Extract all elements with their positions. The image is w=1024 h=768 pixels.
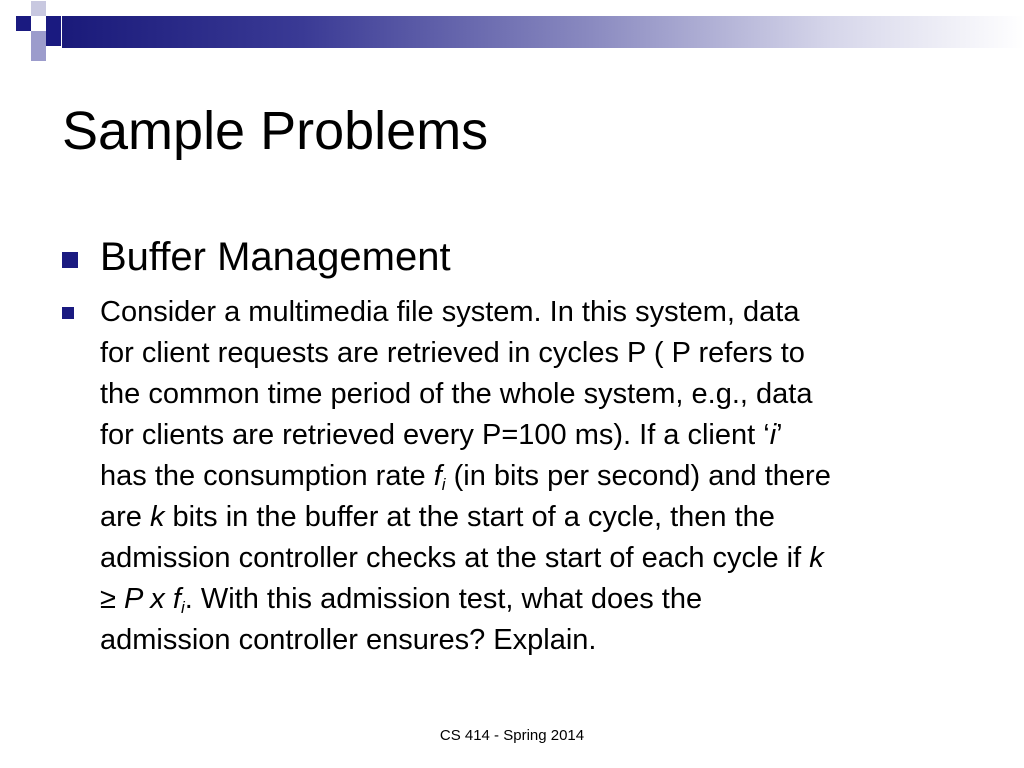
expression-p-x-f: P x f xyxy=(123,583,181,615)
variable-k: k xyxy=(149,501,165,533)
paragraph-line: has the consumption rate $f_i$ (in bits per second) and there xyxy=(100,460,831,494)
decor-square xyxy=(46,31,61,46)
variable-i: i xyxy=(769,419,777,451)
bullet-item xyxy=(62,232,451,282)
decor-square xyxy=(31,31,46,46)
bullet-heading: Buffer Management xyxy=(100,235,451,279)
decor-square xyxy=(16,16,31,31)
paragraph-line: for client requests are retrieved in cycles P ( P refers to xyxy=(100,337,805,369)
header-decoration xyxy=(0,0,1024,62)
problem-statement xyxy=(100,292,980,661)
paragraph-line: admission controller ensures? Explain. xyxy=(100,624,597,656)
variable-f: f xyxy=(433,460,442,492)
paragraph-line: Consider a multimedia file system. In this system, data xyxy=(100,296,800,328)
subscript-i: i xyxy=(180,598,185,617)
paragraph-line: are k bits in the buffer at the start of a cycle, then the xyxy=(100,501,775,533)
paragraph-line: for clients are retrieved every P=100 ms). If a client ‘i’ xyxy=(100,419,783,451)
square-bullet-icon xyxy=(62,252,78,268)
paragraph-line: the common time period of the whole system, e.g., data xyxy=(100,378,813,410)
variable-k: k xyxy=(809,542,824,574)
paragraph-line: ≥ P x $f_i$. With this admission test, what does the xyxy=(100,583,703,617)
subscript-i: i xyxy=(441,475,446,494)
decor-square xyxy=(31,1,46,16)
decor-square xyxy=(31,46,46,61)
slide-title: Sample Problems xyxy=(62,101,489,161)
bullet-item xyxy=(62,292,982,661)
gradient-bar xyxy=(62,16,1024,48)
square-bullet-icon xyxy=(62,307,74,319)
decor-square xyxy=(46,16,61,31)
slide-footer: CS 414 - Spring 2014 xyxy=(439,727,585,744)
paragraph-line: admission controller checks at the start of each cycle if k xyxy=(100,542,824,574)
